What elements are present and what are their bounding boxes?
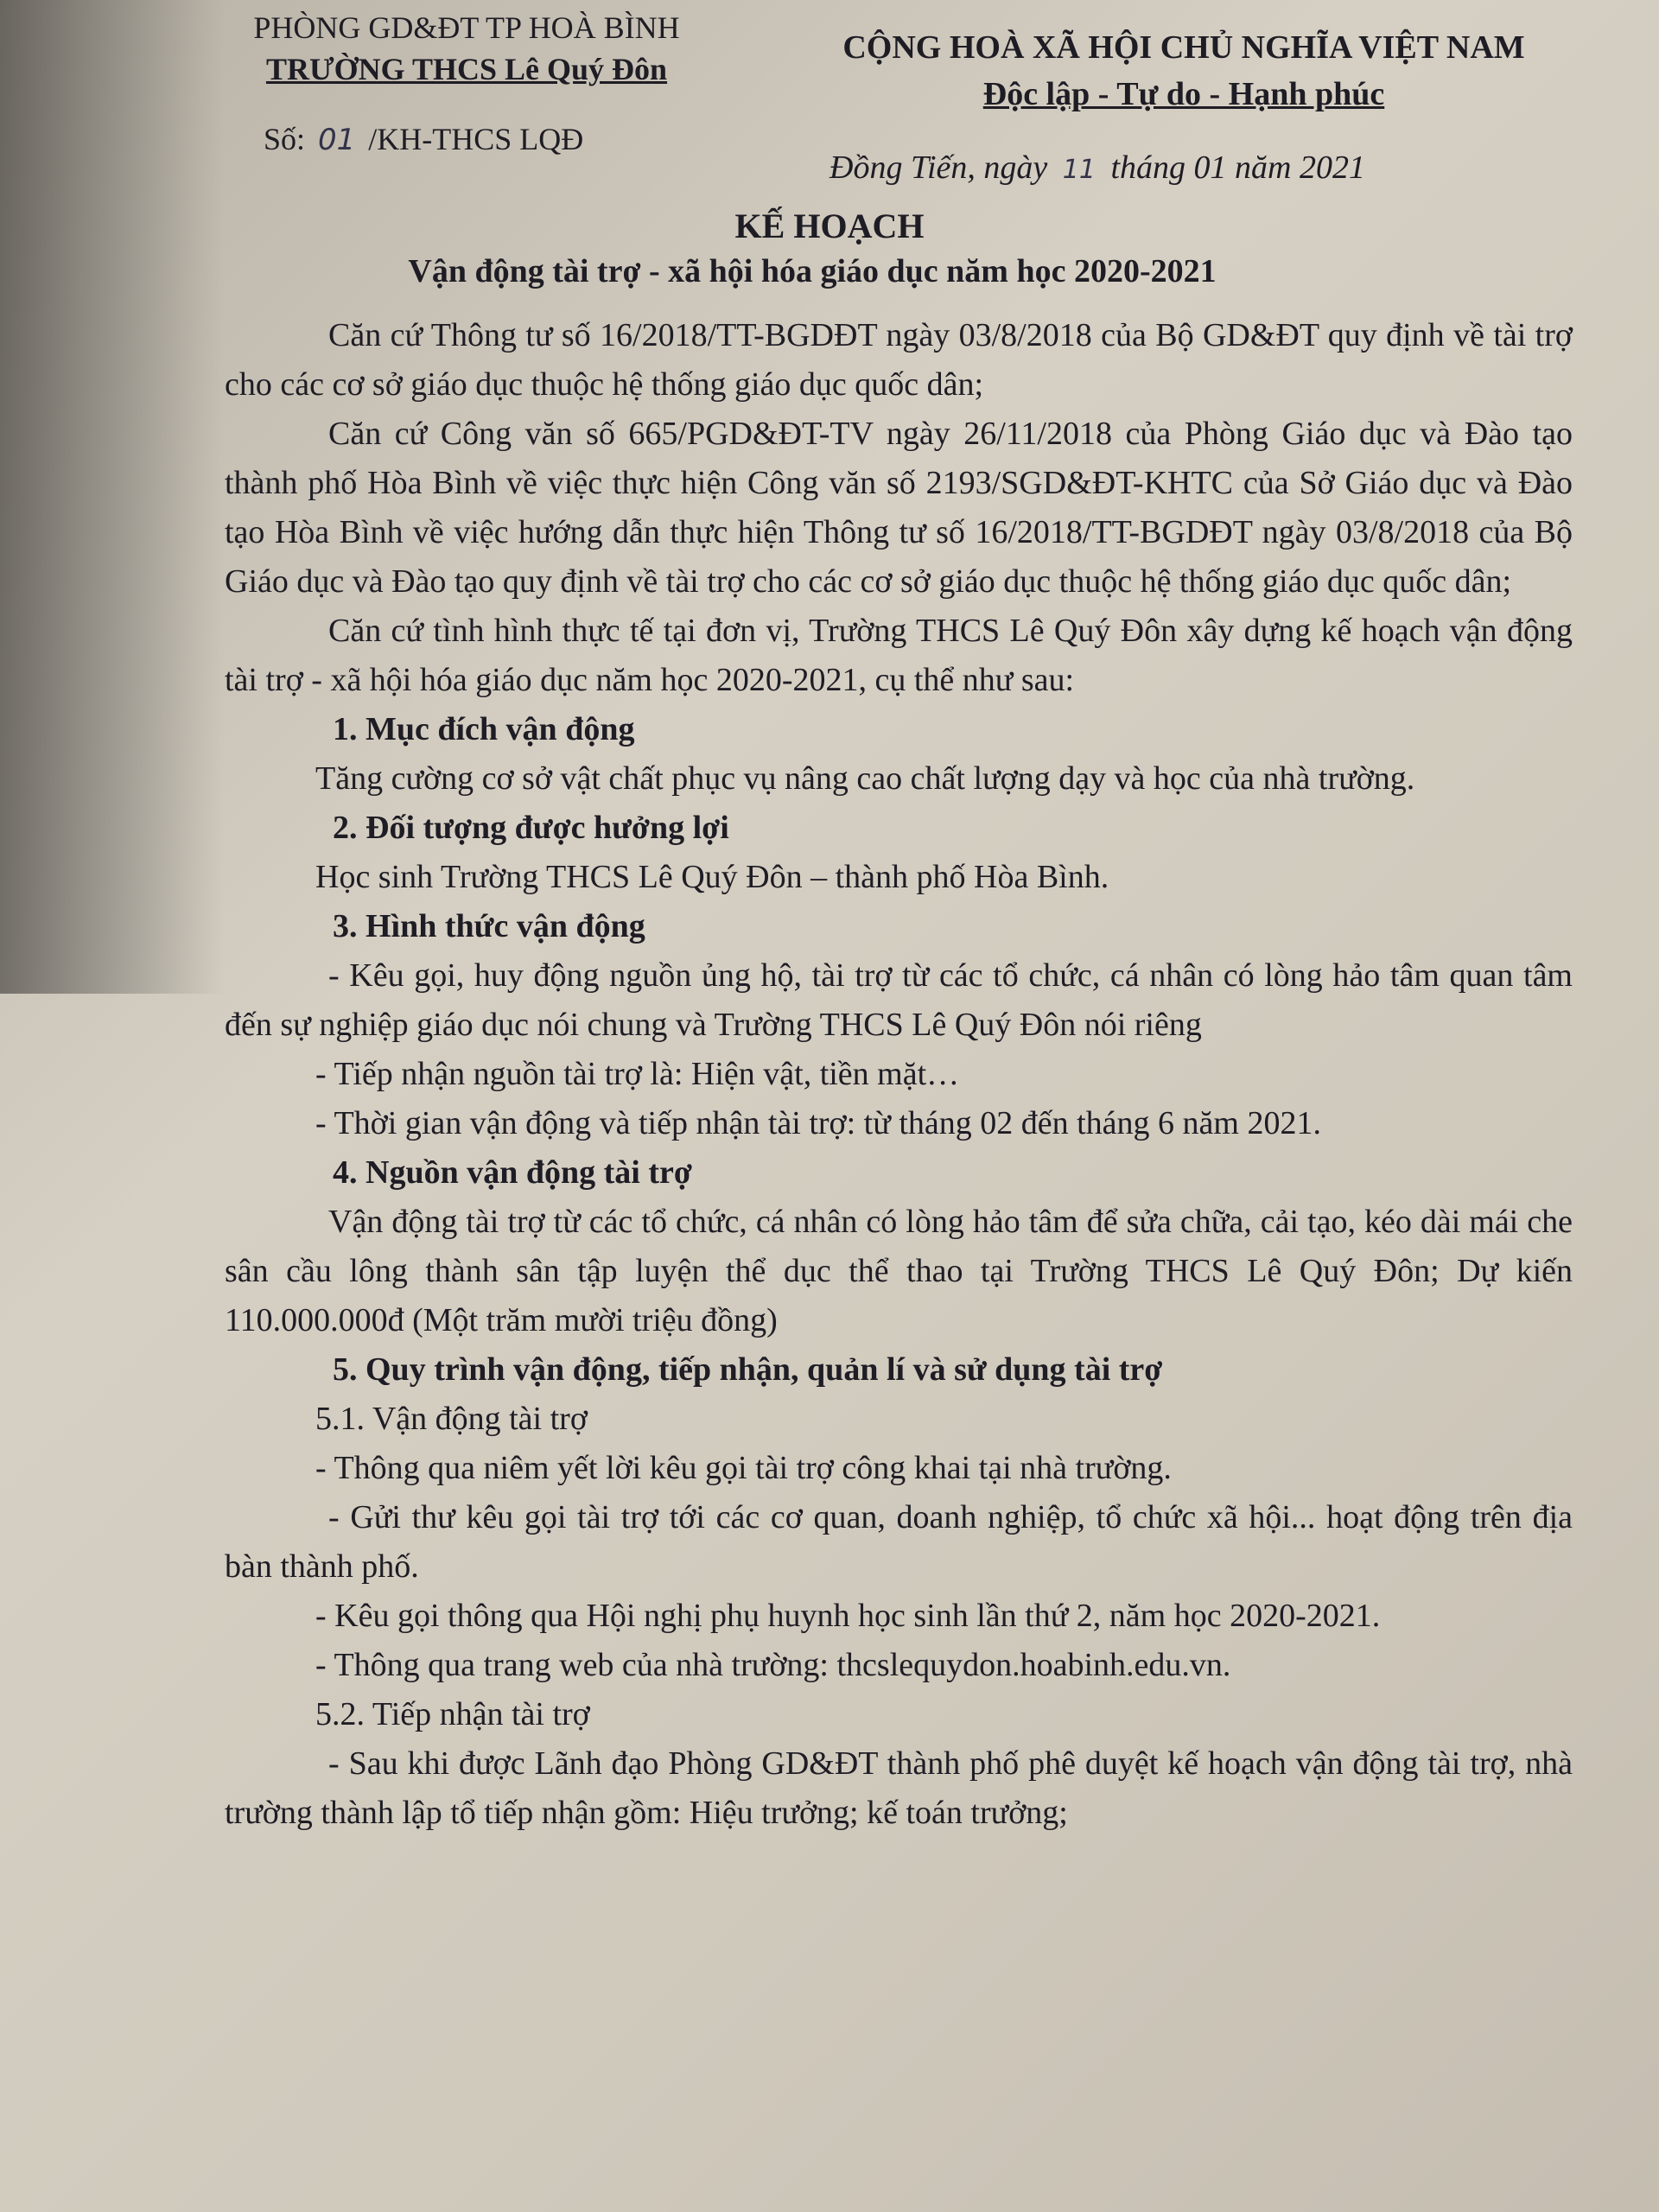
section-text-4: Vận động tài trợ từ các tổ chức, cá nhân có lòng hảo tâm để sửa chữa, cải tạo, kéo dài mái che sân cầu lông thành sân tập luyện thể dục thể thao tại Trường THCS Lê Quý Đôn; Dự kiến 110.000.000đ (Một trăm mười triệu đồng) [225,1204,1573,1338]
section-text-5-1a: - Thông qua niêm yết lời kêu gọi tài trợ công khai tại nhà trường. [315,1450,1172,1486]
school-name: TRƯỜNG THCS Lê Quý Đôn [265,52,668,86]
doc-number-prefix: Số: [264,122,306,156]
document-subtitle [0,252,1642,290]
document-body [225,311,1573,1838]
country-name: CỘNG HOÀ XÃ HỘI CHỦ NGHĨA VIỆT NAM [842,29,1525,66]
section-text-3b: - Tiếp nhận nguồn tài trợ là: Hiện vật, tiền mặt… [315,1056,960,1092]
section-text-1: Tăng cường cơ sở vật chất phục vụ nâng cao chất lượng dạy và học của nhà trường. [315,760,1415,797]
national-motto-header [743,24,1624,118]
section-heading-3: 3. Hình thức vận động [333,908,645,944]
issuing-agency-header [207,7,726,90]
section-text-3c: - Thời gian vận động và tiếp nhận tài trợ: từ tháng 02 đến tháng 6 năm 2021. [315,1105,1321,1141]
section-heading-4: 4. Nguồn vận động tài trợ [333,1154,692,1191]
paragraph-basis-3: Căn cứ tình hình thực tế tại đơn vị, Trường THCS Lê Quý Đôn xây dựng kế hoạch vận động tài trợ - xã hội hóa giáo dục năm học 2020-2021, cụ thể như sau: [225,613,1573,698]
section-heading-1: 1. Mục đích vận động [333,711,635,747]
date-day-handwritten: 11 [1062,155,1096,185]
subsection-heading-5-1: 5.1. Vận động tài trợ [315,1401,588,1437]
document-date [830,149,1365,187]
subsection-heading-5-2: 5.2. Tiếp nhận tài trợ [315,1696,590,1732]
section-text-3a: - Kêu gọi, huy động nguồn ủng hộ, tài trợ từ các tổ chức, cá nhân có lòng hảo tâm quan tâm đến sự nghiệp giáo dục nói chung và Trường THCS Lê Quý Đôn nói riêng [225,957,1573,1043]
subtitle-text: Vận động tài trợ - xã hội hóa giáo dục năm học 2020-2021 [408,253,1217,289]
section-text-2: Học sinh Trường THCS Lê Quý Đôn – thành phố Hòa Bình. [315,859,1109,895]
document-number [264,121,583,157]
paragraph-basis-2: Căn cứ Công văn số 665/PGD&ĐT-TV ngày 26/11/2018 của Phòng Giáo dục và Đào tạo thành phố Hòa Bình về việc thực hiện Công văn số 2193/SGD&ĐT-KHTC của Sở Giáo dục và Đào tạo Hòa Bình về việc hướng dẫn thực hiện Thông tư số 16/2018/TT-BGDĐT ngày 03/8/2018 của Bộ Giáo dục và Đào tạo quy định về tài trợ cho các cơ sở giáo dục thuộc hệ thống giáo dục quốc dân; [225,416,1573,600]
section-text-5-2a: - Sau khi được Lãnh đạo Phòng GD&ĐT thành phố phê duyệt kế hoạch vận động tài trợ, nhà trường thành lập tổ tiếp nhận gồm: Hiệu trưởng; kế toán trưởng; [225,1745,1573,1831]
section-heading-2: 2. Đối tượng được hưởng lợi [333,810,729,846]
document-title: KẾ HOẠCH [734,207,925,245]
doc-number-suffix: /KH-THCS LQĐ [368,122,584,156]
section-text-5-1b: - Gửi thư kêu gọi tài trợ tới các cơ quan, doanh nghiệp, tổ chức xã hội... hoạt động trên địa bàn thành phố. [225,1499,1573,1585]
date-suffix: tháng 01 năm 2021 [1110,149,1365,186]
paragraph-basis-1: Căn cứ Thông tư số 16/2018/TT-BGDĐT ngày 03/8/2018 của Bộ GD&ĐT quy định về tài trợ cho các cơ sở giáo dục thuộc hệ thống giáo dục quốc dân; [225,317,1573,403]
motto: Độc lập - Tự do - Hạnh phúc [982,76,1385,112]
date-prefix: Đồng Tiến, ngày [830,149,1048,186]
section-heading-5: 5. Quy trình vận động, tiếp nhận, quản lí và sử dụng tài trợ [333,1351,1163,1388]
agency-name: PHÒNG GD&ĐT TP HOÀ BÌNH [253,10,680,45]
doc-number-handwritten: 01 [318,123,356,157]
section-text-5-1d: - Thông qua trang web của nhà trường: thcslequydon.hoabinh.edu.vn. [315,1647,1231,1683]
section-text-5-1c: - Kêu gọi thông qua Hội nghị phụ huynh học sinh lần thứ 2, năm học 2020-2021. [315,1598,1381,1634]
